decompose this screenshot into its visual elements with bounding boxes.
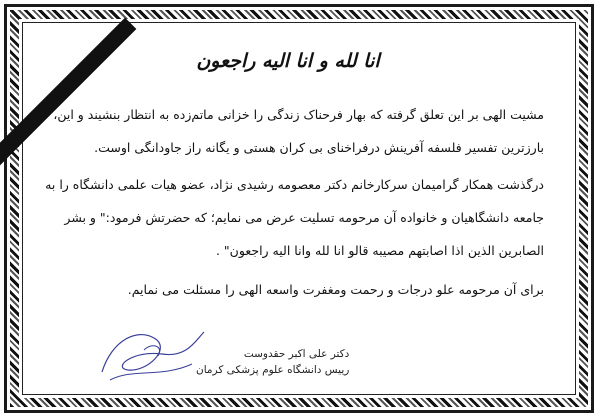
- notice-paragraph-3: برای آن مرحومه علو درجات و رحمت ومغفرت واسعه الهی را مسئلت می نمایم.: [127, 282, 544, 297]
- handwritten-signature: [92, 320, 212, 390]
- signature-block: [196, 346, 349, 378]
- condolence-notice: [32, 50, 544, 306]
- signatory-name: دکتر علی اکبر حقدوست: [243, 348, 350, 360]
- notice-paragraph-2: درگذشت همکار گرامیمان سرکارخانم دکتر معصومه رشیدی نژاد، عضو هیات علمی دانشگاه را به جامعه دانشگاهیان و خانواده آن مرحومه تسلیت عرض می نمایم؛ که حضرتش فرمود:" و بشر الصابرین الذین اذا اصابتهم مصیبه قالو انا لله وانا الیه راجعون" .: [45, 177, 544, 258]
- notice-title: انا لله و انا اليه راجعون: [196, 50, 380, 72]
- notice-paragraph-1: مشیت الهی بر این تعلق گرفته که بهار فرحناک زندگی را خزانی ماتم‌زده به انتظار بنشیند و این، بارزترین تفسیر فلسفه آفرینش درفراخنای بی کران هستی و یگانه راز جاودانگی اوست.: [53, 107, 544, 155]
- signatory-position: رییس دانشگاه علوم پزشکی کرمان: [196, 364, 350, 376]
